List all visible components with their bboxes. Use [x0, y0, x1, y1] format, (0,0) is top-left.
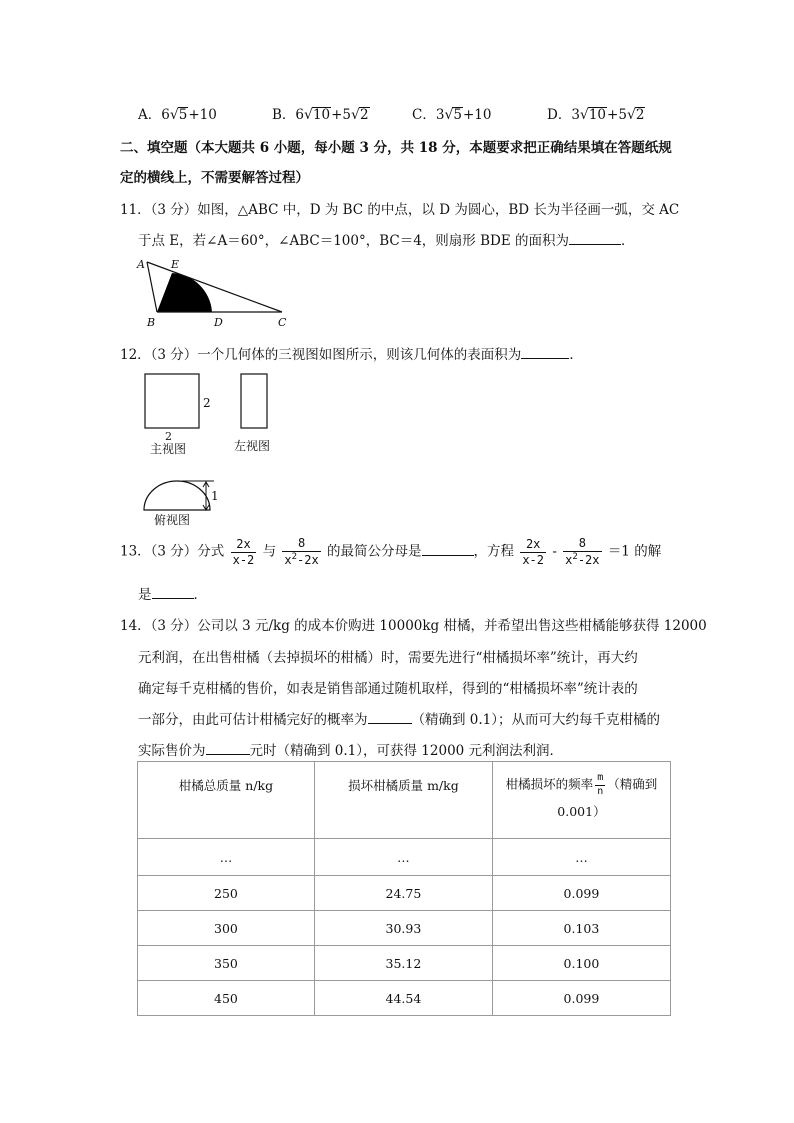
option-b: B．6√10+5√2	[272, 107, 369, 123]
q14-line4: 一部分，由此可估计柑橘完好的概率为 （精确到 0.1）；从而可大约每千克柑橘的	[138, 712, 661, 728]
table-cell: 0.100	[492, 946, 670, 981]
fraction-1: $\frac{2x}{x-2}$	[232, 536, 255, 567]
sector-bde	[157, 273, 212, 312]
table-header-cell: 柑橘总质量 n/kg	[138, 762, 315, 839]
table-cell: …	[314, 839, 492, 876]
q14-line5: 实际售价为 元时（精确到 0.1），可获得 12000 元利润法利润．	[138, 743, 564, 759]
dim-top: 1	[211, 489, 219, 503]
table-row	[138, 946, 671, 981]
table-cell: 0.103	[492, 911, 670, 946]
dim-height: 2	[203, 396, 211, 410]
left-view-label: 左视图	[234, 439, 271, 453]
fraction-2: $\frac{8}{x^2-2x}$	[284, 536, 319, 567]
answer-blank[interactable]	[368, 722, 412, 724]
option-c: C．3√5+10	[412, 107, 492, 123]
left-view	[241, 374, 267, 428]
table-cell: 0.099	[492, 981, 670, 1016]
section-heading-line2: 定的横线上，不需要解答过程）	[120, 170, 309, 186]
option-a: A．6√5+10	[138, 107, 217, 123]
answer-blank[interactable]	[422, 554, 474, 556]
answer-blank[interactable]	[152, 597, 194, 599]
q12-line1: 12．（3 分）一个几何体的三视图如图所示，则该几何体的表面积为 ．	[120, 347, 583, 363]
table-header-cell: 柑橘损坏的频率 $\frac{m}{n}$ （精确到 0.001）	[492, 762, 670, 839]
q11-line1: 11．（3 分）如图，△ABC 中，D 为 BC 的中点，以 D 为圆心，BD 长为半径画一弧，交 AC	[120, 202, 680, 218]
table-cell: 35.12	[314, 946, 492, 981]
label-b: B	[147, 316, 156, 329]
top-view-label: 俯视图	[154, 513, 191, 527]
table-cell: 30.93	[314, 911, 492, 946]
table-cell: 24.75	[314, 876, 492, 911]
fraction-3: $\frac{2x}{x-2}$	[522, 536, 545, 567]
table-row	[138, 981, 671, 1016]
label-d: D	[214, 316, 223, 329]
front-view-label: 主视图	[150, 442, 187, 456]
damage-rate-table	[137, 761, 671, 1016]
q13-line1: 13．（3 分）分式 $\frac{2x}{x-2}$ 与 $\frac{8}{x^2-2x}$ 的最简公分母是 ，方程 $\frac{2x}{x-2}$ - $\frac{8}{x^2-2x}$ ＝1 的解	[120, 536, 662, 567]
table-row	[138, 839, 671, 876]
table-cell: …	[492, 839, 670, 876]
q14-line2: 元利润，在出售柑橘（去掉损坏的柑橘）时，需要先进行“柑橘损坏率”统计，再大约	[138, 650, 638, 666]
label-e: E	[171, 258, 180, 271]
label-c: C	[278, 316, 287, 329]
table-cell: 450	[138, 981, 315, 1016]
option-d: D．3√10+5√2	[547, 107, 645, 123]
table-cell: 300	[138, 911, 315, 946]
table-cell: 44.54	[314, 981, 492, 1016]
answer-blank[interactable]	[206, 753, 250, 755]
fraction-4: $\frac{8}{x^2-2x}$	[565, 536, 600, 567]
table-cell: 250	[138, 876, 315, 911]
table-header-cell: 损坏柑橘质量 m/kg	[314, 762, 492, 839]
table-cell: 350	[138, 946, 315, 981]
section-heading-line1: 二、填空题（本大题共 6 小题，每小题 3 分，共 18 分，本题要求把正确结果填在答题纸规	[120, 140, 672, 156]
table-header-row	[138, 762, 671, 839]
q14-line1: 14．（3 分）公司以 3 元/kg 的成本价购进 10000kg 柑橘，并希望出售这些柑橘能够获得 12000	[120, 618, 707, 634]
dim-width: 2	[165, 430, 172, 443]
table-row	[138, 911, 671, 946]
table-cell: 0.099	[492, 876, 670, 911]
q11-line2: 于点 E，若∠A＝60°，∠ABC＝100°，BC＝4，则扇形 BDE 的面积为 ．	[138, 233, 635, 249]
label-a: A	[137, 258, 145, 271]
table-cell: …	[138, 839, 315, 876]
triangle-figure	[132, 256, 292, 332]
q13-line2: 是 ．	[138, 587, 207, 603]
front-view	[145, 374, 199, 428]
three-view-figure	[138, 370, 298, 530]
q14-line3: 确定每千克柑橘的售价，如表是销售部通过随机取样，得到的“柑橘损坏率”统计表的	[138, 681, 638, 697]
answer-blank[interactable]	[521, 357, 569, 359]
top-view	[144, 481, 210, 510]
answer-blank[interactable]	[569, 243, 621, 245]
table-row	[138, 876, 671, 911]
